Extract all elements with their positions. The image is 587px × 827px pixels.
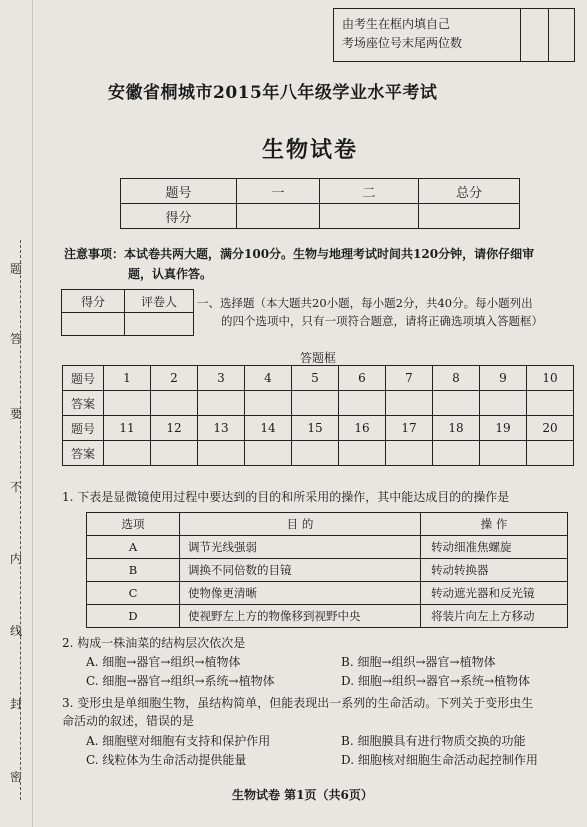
q2-option-d: D. 细胞→组织→器官→系统→植物体 bbox=[341, 674, 531, 688]
answer-cell bbox=[292, 441, 339, 466]
answer-cell bbox=[433, 391, 480, 416]
seal-char: 要 bbox=[10, 407, 23, 421]
question-number: 17 bbox=[386, 416, 433, 441]
q1-row: B 调换不同倍数的目镜 转动转换器 bbox=[87, 559, 568, 582]
answer-cell bbox=[104, 441, 151, 466]
question-number: 5 bbox=[292, 366, 339, 391]
answer-cell bbox=[480, 441, 527, 466]
answer-cell bbox=[339, 441, 386, 466]
answer-row-label: 题号 bbox=[63, 416, 104, 441]
answer-cell bbox=[480, 391, 527, 416]
question-number: 8 bbox=[433, 366, 480, 391]
question-number: 12 bbox=[151, 416, 198, 441]
grader-cell bbox=[125, 313, 194, 336]
question-number: 20 bbox=[527, 416, 574, 441]
answer-cell bbox=[198, 441, 245, 466]
answer-box-caption: 答题框 bbox=[300, 351, 337, 365]
page-edge bbox=[32, 0, 33, 827]
answer-cell bbox=[527, 391, 574, 416]
answer-cell bbox=[527, 441, 574, 466]
answer-number-row bbox=[63, 416, 574, 441]
answer-cell bbox=[386, 441, 433, 466]
grader-score-label: 得分 bbox=[62, 290, 125, 313]
q1-header-row bbox=[87, 513, 568, 536]
answer-cell bbox=[386, 391, 433, 416]
question-number: 9 bbox=[480, 366, 527, 391]
exam-title: 安徽省桐城市2015年八年级学业水平考试 bbox=[108, 83, 438, 103]
answer-fill-row bbox=[63, 391, 574, 416]
question-number: 7 bbox=[386, 366, 433, 391]
score-cell bbox=[320, 204, 419, 229]
question-number: 10 bbox=[527, 366, 574, 391]
question-1-table bbox=[86, 512, 568, 628]
seat-box-instructions: 由考生在框内填自己 考场座位号末尾两位数 bbox=[342, 17, 463, 50]
answer-row-label: 题号 bbox=[63, 366, 104, 391]
answer-cell bbox=[104, 391, 151, 416]
seal-margin bbox=[6, 240, 28, 800]
answer-row-label: 答案 bbox=[63, 391, 104, 416]
seat-number-box bbox=[333, 8, 575, 62]
score-col-1: 一 bbox=[237, 179, 320, 204]
question-number: 11 bbox=[104, 416, 151, 441]
question-number: 4 bbox=[245, 366, 292, 391]
page-footer: 生物试卷 第1页（共6页） bbox=[232, 788, 373, 802]
seal-char: 线 bbox=[10, 624, 23, 638]
grader-table bbox=[61, 289, 194, 336]
score-col-2: 二 bbox=[320, 179, 419, 204]
q2-option-a: A. 细胞→器官→组织→植物体 bbox=[86, 655, 241, 669]
exam-notice: 注意事项：本试卷共两大题，满分100分。生物与地理考试时间共120分钟，请你仔细审 题，认真作答。 bbox=[64, 247, 535, 281]
question-1: 1. 下表是显微镜使用过程中要达到的目的和所采用的操作，其中能达成目的的操作是 bbox=[62, 490, 510, 504]
seal-char: 不 bbox=[10, 480, 23, 494]
question-number: 16 bbox=[339, 416, 386, 441]
q3-option-b: B. 细胞膜具有进行物质交换的功能 bbox=[341, 734, 526, 748]
question-2: 2. 构成一株油菜的结构层次依次是 bbox=[62, 636, 246, 650]
seal-char: 题 bbox=[10, 262, 23, 276]
question-number: 2 bbox=[151, 366, 198, 391]
score-cell bbox=[237, 204, 320, 229]
seal-char: 内 bbox=[10, 552, 23, 566]
answer-box-table bbox=[62, 365, 574, 466]
question-3: 3. 变形虫是单细胞生物，虽结构简单，但能表现出一系列的生命活动。下列关于变形虫生 命活动的叙述，错误的是 bbox=[62, 696, 534, 728]
grader-reviewer-label: 评卷人 bbox=[125, 290, 194, 313]
question-number: 13 bbox=[198, 416, 245, 441]
answer-cell bbox=[151, 441, 198, 466]
answer-number-row bbox=[63, 366, 574, 391]
score-col-total: 总分 bbox=[419, 179, 520, 204]
answer-cell bbox=[245, 441, 292, 466]
q1-row: A 调节光线强弱 转动细准焦螺旋 bbox=[87, 536, 568, 559]
section-one-heading: 一、选择题（本大题共20小题，每小题2分，共40分。每小题列出 的四个选项中，只有一项符合题意，请将正确选项填入答题框） bbox=[197, 296, 543, 328]
question-number: 15 bbox=[292, 416, 339, 441]
answer-row-label: 答案 bbox=[63, 441, 104, 466]
score-label-no: 题号 bbox=[121, 179, 237, 204]
answer-cell bbox=[198, 391, 245, 416]
question-number: 19 bbox=[480, 416, 527, 441]
answer-cell bbox=[339, 391, 386, 416]
answer-cell bbox=[292, 391, 339, 416]
q1-header: 目 的 bbox=[180, 513, 421, 536]
question-number: 14 bbox=[245, 416, 292, 441]
score-label-score: 得分 bbox=[121, 204, 237, 229]
exam-subtitle: 生物试卷 bbox=[262, 137, 359, 163]
question-number: 3 bbox=[198, 366, 245, 391]
q1-row: D 使视野左上方的物像移到视野中央 将装片向左上方移动 bbox=[87, 605, 568, 628]
score-summary-table bbox=[120, 178, 520, 229]
score-cell bbox=[419, 204, 520, 229]
answer-cell bbox=[433, 441, 480, 466]
answer-cell bbox=[245, 391, 292, 416]
question-number: 18 bbox=[433, 416, 480, 441]
question-number: 6 bbox=[339, 366, 386, 391]
q1-header: 选项 bbox=[87, 513, 180, 536]
question-number: 1 bbox=[104, 366, 151, 391]
q1-header: 操 作 bbox=[421, 513, 568, 536]
q3-option-a: A. 细胞壁对细胞有支持和保护作用 bbox=[86, 734, 271, 748]
answer-cell bbox=[151, 391, 198, 416]
q2-option-b: B. 细胞→组织→器官→植物体 bbox=[341, 655, 496, 669]
q1-row: C 使物像更清晰 转动遮光器和反光镜 bbox=[87, 582, 568, 605]
answer-fill-row bbox=[63, 441, 574, 466]
seal-char: 密 bbox=[10, 770, 23, 784]
q3-option-d: D. 细胞核对细胞生命活动起控制作用 bbox=[341, 753, 538, 767]
q3-option-c: C. 线粒体为生命活动提供能量 bbox=[86, 753, 247, 767]
seal-line bbox=[20, 240, 22, 800]
seal-char: 封 bbox=[10, 697, 23, 711]
q2-option-c: C. 细胞→器官→组织→系统→植物体 bbox=[86, 674, 275, 688]
seal-char: 答 bbox=[10, 332, 23, 346]
grader-cell bbox=[62, 313, 125, 336]
